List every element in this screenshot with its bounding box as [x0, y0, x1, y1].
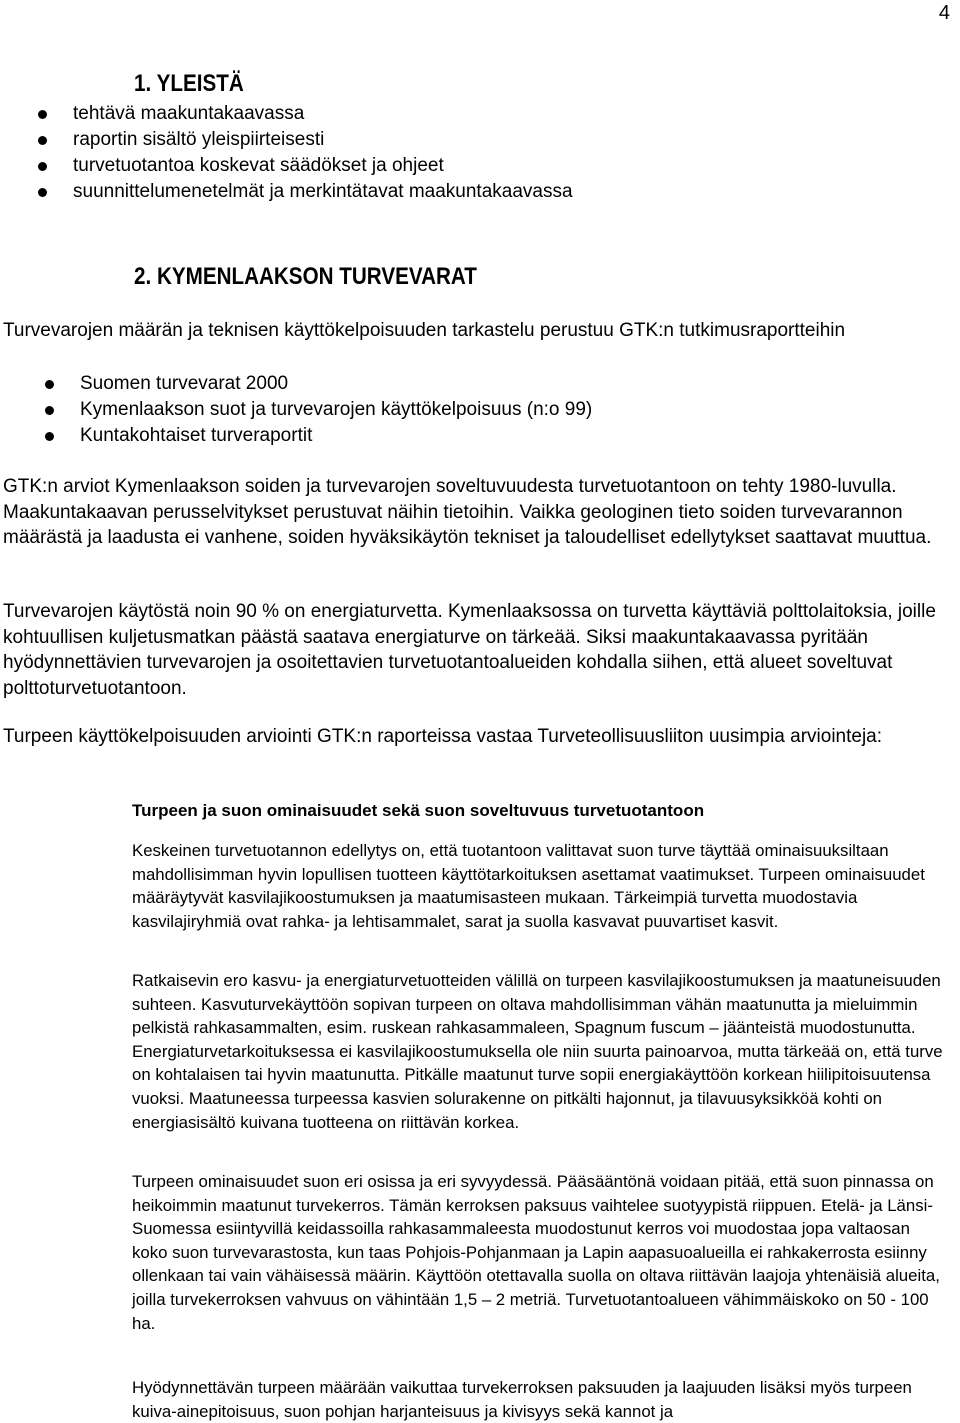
bullet-icon — [45, 380, 54, 389]
list-item-text: Kymenlaakson suot ja turvevarojen käyttökelpoisuus (n:o 99) — [80, 399, 593, 420]
bullet-icon — [38, 188, 47, 197]
body-paragraph: GTK:n arviot Kymenlaakson soiden ja turvevarojen soveltuvuudesta turvetuotantoon on tehty 1980-luvulla. Maakuntakaavan perusselvitykset perustuvat näihin tietoihin. Vaikka geologinen tieto soiden turvevarannon määrästä ja laadusta ei vanhene, soiden hyväksikäytön tekniset ja taloudelliset edellytykset saattavat muuttua. — [3, 476, 932, 548]
bullet-icon — [45, 432, 54, 441]
box-paragraph: Keskeinen turvetuotannon edellytys on, että tuotantoon valittavat suon turve täyttää ominaisuuksiltaan mahdollisimman hyvin lopullisen tuotteen käyttötarkoituksen asettamat vaatimukset. Turpeen ominaisuudet määräytyvät kasvilajikoostumuksen ja maatumisasteen mukaan. Tärkeimpiä turvetta muodostavia kasvilajiryhmiä ovat rahka- ja lehtisammalet, sarat ja suolla kasvavat puuvartiset kasvit. — [132, 841, 925, 931]
list-item-text: Kuntakohtaiset turveraportit — [80, 425, 313, 446]
box-paragraph: Turpeen ominaisuudet suon eri osissa ja eri syvyydessä. Pääsääntönä voidaan pitää, että suon pinnassa on heikoimmin maatunut turvekerros. Tämän kerroksen paksuus vaihtelee suotyypistä riippuen. Etelä- ja Länsi-Suomessa esiintyvillä keidassoilla rahkasammaleesta muodostunut kerros voi muodostaa jopa valtaosan koko suon turvevarastosta, kun taas Pohjois-Pohjanmaan ja Lapin aapasuoalueilla ei rahkakerrosta esiinny ollenkaan tai vain vähäisessä määrin. Käyttöön otettavalla suolla on oltava riittävän laajoja yhtenäisiä alueita, joilla turvekerroksen vahvuus on vähintään 1,5 – 2 metriä. Turvetuotantoalueen vähimmäiskoko on 50 - 100 ha. — [132, 1172, 940, 1333]
intro-paragraph: Turvevarojen määrän ja teknisen käyttökelpoisuuden tarkastelu perustuu GTK:n tutkimusraportteihin — [3, 320, 846, 341]
list-item-text: suunnittelumenetelmät ja merkintätavat maakuntakaavassa — [73, 181, 573, 202]
body-paragraph: Turvevarojen käytöstä noin 90 % on energiaturvetta. Kymenlaaksossa on turvetta käyttäviä polttolaitoksia, joille kohtuullisen kuljetusmatkan päästä saatava energiaturve on tärkeää. Siksi maakuntakaavassa pyritään hyödynnettävien turvevarojen ja osoitettavien turvetuotantoalueiden kohdalla siihen, että alueet soveltuvat polttoturvetuotantoon. — [3, 601, 936, 699]
bullet-list-general — [35, 101, 573, 205]
bullet-icon — [45, 406, 54, 415]
box-paragraph: Ratkaisevin ero kasvu- ja energiaturvetuotteiden välillä on turpeen kasvilajikoostumuksen ja maatuneisuuden suhteen. Kasvuturvekäyttöön sopivan turpeen on oltava mahdollisimman vähän maatunutta ja mieluimmin pelkistä rahkasammalten, esim. ruskean rahkasammaleen, Spagnum fuscum – jäänteistä muodostunutta. Energiaturvetarkoituksessa ei kasvilajikoostumuksella ole niin suurta painoarvoa, mutta tärkeää on, että turve on kohtalaisen tai hyvin maatunutta. Pitkälle maatunut turve sopii energiakäyttöön korkean hiilipitoisuutensa vuoksi. Maatuneessa turpeessa kasvien solurakenne on pitkälti hajonnut, ja tilavuusyksikköä kohti on energiasisältö kuivana tuotteena on riittävän korkea. — [132, 971, 943, 1132]
page-number: 4 — [938, 2, 950, 24]
list-item-text: tehtävä maakuntakaavassa — [73, 103, 305, 124]
bullet-icon — [38, 110, 47, 119]
list-item — [42, 371, 592, 397]
list-item — [35, 153, 573, 179]
list-item — [35, 101, 573, 127]
list-item — [42, 423, 592, 449]
section-heading-yleista: 1. YLEISTÄ — [134, 70, 244, 97]
list-item — [35, 179, 573, 205]
section-heading-turvevarat: 2. KYMENLAAKSON TURVEVARAT — [134, 263, 477, 290]
body-paragraph: Turpeen käyttökelpoisuuden arviointi GTK:n raporteissa vastaa Turveteollisuusliiton uusimpia arviointeja: — [3, 726, 883, 747]
bullet-icon — [38, 162, 47, 171]
list-item-text: raportin sisältö yleispiirteisesti — [73, 129, 325, 150]
list-item — [35, 127, 573, 153]
box-title: Turpeen ja suon ominaisuudet sekä suon soveltuvuus turvetuotantoon — [132, 801, 705, 820]
bullet-icon — [38, 136, 47, 145]
list-item — [42, 397, 592, 423]
list-item-text: turvetuotantoa koskevat säädökset ja ohjeet — [73, 155, 444, 176]
box-paragraph: Hyödynnettävän turpeen määrään vaikuttaa turvekerroksen paksuuden ja laajuuden lisäksi myös turpeen kuiva-ainepitoisuus, suon pohjan harjanteisuus ja kivisyys sekä kannot ja — [132, 1378, 912, 1421]
bullet-list-reports — [42, 371, 592, 449]
list-item-text: Suomen turvevarat 2000 — [80, 373, 289, 394]
